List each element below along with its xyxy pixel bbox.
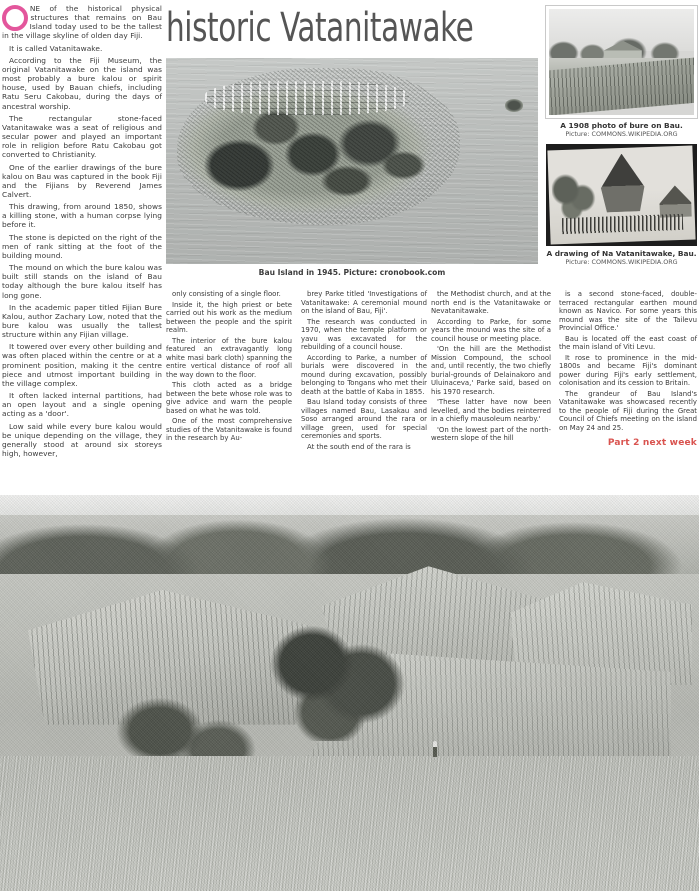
island-landmass (177, 68, 460, 225)
article-column-4 (431, 290, 551, 445)
c3-paragraph-5: At the south end of the rara is (307, 442, 411, 451)
photo2-trees (551, 173, 602, 220)
c2-paragraph-3: The interior of the bure kalou featured an extravagantly long white masi bark cloth) spanning the entire vertical distance of roof all the way down to the floor. (166, 336, 292, 379)
island-village-houses (205, 81, 409, 115)
lead-paragraph-7: The stone is depicted on the right of the men of rank sitting at the foot of the building mound. (2, 232, 162, 260)
lead-paragraph-8: The mound on which the bure kalou was built still stands on the island of Bau today although the bure kalou itself has long gone. (2, 263, 162, 300)
lead-paragraph-2: It is called Vatanitawake. (9, 43, 103, 53)
c2-paragraph-2: Inside it, the high priest or bete carried out his work as the medium between the people and the spirit realm. (166, 300, 292, 334)
c3-paragraph-2: The research was conducted in 1970, when the temple platform or yavu was excavated for the rebuilding of a council house. (301, 317, 427, 351)
photo1-caption-block (546, 118, 697, 138)
c2-paragraph-4: This cloth acted as a bridge between the bete whose role was to give advice and warn the people based on what he was told. (166, 381, 292, 415)
small-islet (505, 99, 524, 111)
c4-paragraph-4: 'These latter have now been levelled, and the bodies reinterred in a chiefly mausoleum nearby.' (431, 398, 551, 423)
page-headline: historic Vatanitawake (166, 5, 474, 51)
right-photo-rail (546, 6, 697, 266)
photo2-caption-block (546, 246, 697, 266)
c3-paragraph-3: According to Parke, a number of burials were discovered in the mound during excavation, possibly belonging to Tongans who met their death at the battle of Kaba in 1855. (301, 353, 427, 396)
lead-paragraph-1-text: NE of the historical physical structures that remains on Bau Island today used to be the tallest in the village skyline of olden day Fiji. (2, 4, 162, 41)
c4-paragraph-5: 'On the lowest part of the north-western slope of the hill (431, 425, 551, 442)
c2-paragraph-5: One of the most comprehensive studies of the Vatanitawake is found in the research by Au- (166, 417, 292, 442)
photo2-caption-main: A drawing of Na Vatanitawake, Bau. (546, 249, 697, 258)
photo2-inner-frame (547, 146, 695, 245)
lead-paragraph-10: It towered over every other building and was often placed within the centre or at a prominent position, making it the centre piece and utmost important building in the village complex. (2, 342, 162, 388)
lead-paragraph-12: Low said while every bure kalou would be unique depending on the village, they generally stood at around six storeys high, however, (2, 421, 162, 459)
hero-photo (166, 58, 538, 264)
article-column-5 (559, 290, 697, 448)
c4-paragraph-1: the Methodist church, and at the north end is the Vatanitawake or Nevatanitawake. (431, 290, 551, 315)
engraving-na-vatanitawake (546, 144, 697, 246)
historic-bure-photo (546, 6, 697, 118)
fijian-village-thatched-bure-roofs (0, 495, 699, 891)
photo2-temple-roof (600, 153, 645, 213)
lead-paragraph-1 (2, 4, 162, 41)
foreground-grass (0, 756, 699, 891)
photo1-caption-main: A 1908 photo of bure on Bau. (560, 121, 683, 130)
photo2-caption-credit: Picture: COMMONS.WIKIPEDIA.ORG (565, 258, 678, 266)
lead-paragraph-11: It often lacked internal partitions, had an open layout and a single opening acting as a 'door'. (2, 391, 162, 419)
central-bush (266, 622, 420, 741)
lead-paragraph-9: In the academic paper titled Fijian Bure Kalou, author Zachary Low, noted that the bure kalou was usually the tallest structure within any Fijian village. (2, 302, 162, 340)
c5-paragraph-1: is a second stone-faced, double-terraced rectangular earthen mound known as Navico. For some years this mound was the site of the Tailevu Provincial Office.' (559, 290, 697, 332)
lead-paragraph-5: One of the earlier drawings of the bure kalou on Bau was captured in the book Fiji and the Fijians by Reverend James Calvert. (2, 162, 162, 199)
lead-paragraph-6: This drawing, from around 1850, shows a killing stone, with a human corpse lying before it. (2, 202, 162, 230)
lead-paragraph-3: According to the Fiji Museum, the original Vatanitawake on the island was most probably a bure kalou or spirit house, used by Bauan chiefs, including Ratu Seru Cakobau, during the days of ancestral worship. (2, 55, 162, 111)
hero-photo-caption: Bau Island in 1945. Picture: cronobook.com (258, 268, 446, 277)
photo1-caption-credit: Picture: COMMONS.WIKIPEDIA.ORG (565, 130, 678, 138)
article-column-3 (301, 290, 427, 453)
c3-paragraph-1: brey Parke titled 'Investigations of Vatanitawake: A ceremonial mound on the island of Bau, Fiji'. (301, 290, 427, 315)
c4-paragraph-2: According to Parke, for some years the mound was the site of a council house or meeting place. (431, 317, 551, 343)
lead-paragraph-4: The rectangular stone-faced Vatanitawake was a seat of religious and secular power and played an important role in religion before Ratu Cakobau got converted to Christianity. (2, 113, 162, 160)
c3-paragraph-4: Bau Island today consists of three villages named Bau, Lasakau and Soso arranged around the rara or village green, used for special ceremonies and sports. (301, 398, 427, 440)
photo2-crowd (561, 214, 683, 235)
c4-paragraph-3: 'On the hill are the Methodist Mission Compound, the school and, until recently, the two chiefly burial-grounds of Delainakoro and Uluinaceva,' Parke said, based on his 1970 research. (431, 345, 551, 396)
dropcap-o-icon (2, 5, 28, 31)
aerial-photo-bau-island (166, 58, 538, 264)
article-column-2 (166, 290, 292, 445)
c2-paragraph-1: only consisting of a single floor. (172, 290, 281, 298)
c5-paragraph-2: Bau is located off the east coast of the main island of Viti Levu. (559, 334, 697, 351)
c5-paragraph-4: The grandeur of Bau Island's Vatanitawake was showcased recently to the people of Fiji during the Great Council of Chiefs meeting on the island on May 24 and 25. (559, 389, 697, 432)
article-columns (2, 290, 697, 490)
c5-paragraph-3: It rose to prominence in the mid-1800s and became Fiji's dominant power during Fiji's early settlement, colonisation and its cession to Britain. (559, 353, 697, 387)
part-2-teaser: Part 2 next week (607, 438, 697, 448)
villager-figure (433, 741, 437, 757)
